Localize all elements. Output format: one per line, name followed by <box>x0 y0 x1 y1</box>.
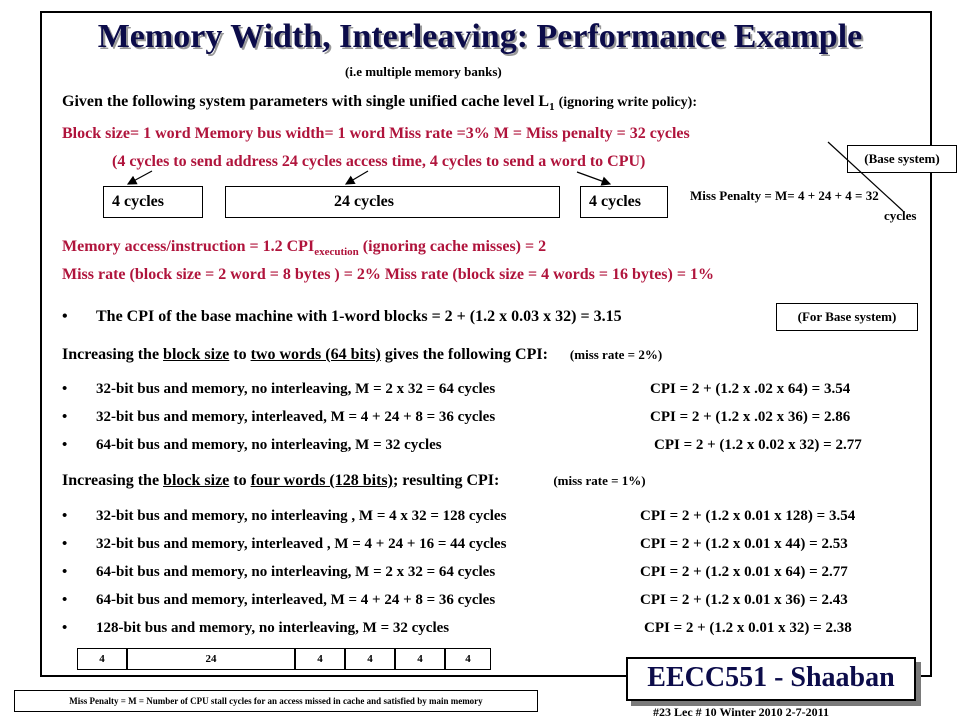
row-left: 32-bit bus and memory, interleaved, M = 4 + 24 + 8 = 36 cycles <box>96 409 496 425</box>
two-words-heading <box>62 346 662 364</box>
row-cpi: CPI = 2 + (1.2 x 0.01 x 64) = 2.77 <box>640 564 848 580</box>
row-left: 64-bit bus and memory, no interleaving, M = 2 x 32 = 64 cycles <box>96 564 496 580</box>
cycle-box-address: 4 cycles <box>103 186 203 218</box>
params-line-1: Block size= 1 word Memory bus width= 1 word Miss rate =3% M = Miss penalty = 32 cycles <box>62 125 690 142</box>
miss-penalty-definition: Miss Penalty = M = Number of CPU stall cycles for an access missed in cache and satisfied by main memory <box>14 690 538 712</box>
row-cpi: CPI = 2 + (1.2 x 0.01 x 36) = 2.43 <box>640 592 848 608</box>
timeline-segment: 4 <box>77 648 127 670</box>
slide-title: Memory Width, Interleaving: Performance Example <box>97 18 863 55</box>
memory-access-text: Memory access/instruction = 1.2 CPI <box>62 238 315 255</box>
two-words-post: gives the following CPI: <box>380 346 548 363</box>
four-words-mid: to <box>229 472 251 489</box>
row-left: 64-bit bus and memory, interleaved, M = 4 + 24 + 8 = 36 cycles <box>96 592 496 608</box>
params-line-2: (4 cycles to send address 24 cycles access time, 4 cycles to send a word to CPU) <box>112 153 646 170</box>
four-words-miss-rate: (miss rate = 1%) <box>553 473 646 488</box>
bullet-mark: • <box>62 564 68 580</box>
list-item <box>62 620 449 637</box>
bullet-mark: • <box>62 508 68 524</box>
arrow-to-access-box <box>346 171 368 184</box>
timeline-segment: 4 <box>445 648 491 670</box>
for-base-system-label: (For Base system) <box>776 303 918 331</box>
row-cpi: CPI = 2 + (1.2 x .02 x 36) = 2.86 <box>650 409 851 425</box>
row-cpi: CPI = 2 + (1.2 x 0.01 x 44) = 2.53 <box>640 536 848 552</box>
base-cpi-row <box>62 308 622 326</box>
slide-footer: #23 Lec # 10 Winter 2010 2-7-2011 <box>653 705 829 719</box>
bullet-mark: • <box>62 308 68 325</box>
four-words-post: ; resulting CPI: <box>392 472 500 489</box>
timeline-segment: 24 <box>127 648 295 670</box>
pointer-line-base-system <box>828 142 903 211</box>
slide-subtitle: (i.e multiple memory banks) <box>345 64 502 79</box>
timeline-segment: 4 <box>295 648 345 670</box>
timeline-segment: 4 <box>395 648 445 670</box>
memory-access-line <box>62 238 546 258</box>
list-item <box>62 437 442 454</box>
bullet-mark: • <box>62 381 68 397</box>
list-item <box>62 592 495 609</box>
cycle-box-transfer: 4 cycles <box>580 186 668 218</box>
base-cpi-text: The CPI of the base machine with 1-word blocks = 2 + (1.2 x 0.03 x 32) = 3.15 <box>96 308 622 325</box>
two-words-size: two words (64 bits) <box>250 346 381 363</box>
miss-rate-line: Miss rate (block size = 2 word = 8 bytes ) = 2% Miss rate (block size = 4 words = 16 bytes) = 1% <box>62 266 714 283</box>
list-item <box>62 564 495 581</box>
two-words-mid: to <box>229 346 251 363</box>
intro-text: Given the following system parameters with single unified cache level L <box>62 93 550 110</box>
miss-penalty-note-cycles: cycles <box>884 208 917 223</box>
bullet-mark: • <box>62 437 68 453</box>
bullet-mark: • <box>62 536 68 552</box>
arrow-to-address-box <box>128 171 152 184</box>
bullet-mark: • <box>62 592 68 608</box>
course-logo: EECC551 - Shaaban <box>626 657 916 701</box>
row-cpi: CPI = 2 + (1.2 x 0.01 x 32) = 2.38 <box>644 620 852 636</box>
row-cpi: CPI = 2 + (1.2 x 0.01 x 128) = 3.54 <box>640 508 856 524</box>
memory-access-suffix: (ignoring cache misses) = 2 <box>358 238 547 255</box>
miss-penalty-note: Miss Penalty = M= 4 + 24 + 4 = 32 <box>690 188 879 203</box>
intro-suffix: (ignoring write policy): <box>558 95 697 110</box>
list-item <box>62 381 495 398</box>
timeline-segment: 4 <box>345 648 395 670</box>
four-words-heading <box>62 472 646 490</box>
cpi-subscript: execution <box>314 246 359 258</box>
list-item <box>62 508 506 525</box>
cycle-box-access: 24 cycles <box>225 186 560 218</box>
arrow-to-transfer-box <box>577 172 610 184</box>
row-left: 32-bit bus and memory, interleaved , M = 4 + 24 + 16 = 44 cycles <box>96 536 507 552</box>
four-words-size: four words (128 bits) <box>250 472 393 489</box>
base-system-label: (Base system) <box>847 145 957 173</box>
two-words-miss-rate: (miss rate = 2%) <box>569 347 663 362</box>
row-left: 32-bit bus and memory, no interleaving, M = 2 x 32 = 64 cycles <box>96 381 496 397</box>
two-words-pre: Increasing the <box>62 346 164 363</box>
bullet-mark: • <box>62 409 68 425</box>
two-words-block-size: block size <box>163 346 230 363</box>
intro-subscript: 1 <box>549 101 555 113</box>
list-item <box>62 409 495 426</box>
four-words-pre: Increasing the <box>62 472 164 489</box>
row-cpi: CPI = 2 + (1.2 x 0.02 x 32) = 2.77 <box>654 437 862 453</box>
row-left: 128-bit bus and memory, no interleaving, M = 32 cycles <box>96 620 450 636</box>
bullet-mark: • <box>62 620 68 636</box>
four-words-block-size: block size <box>163 472 230 489</box>
row-cpi: CPI = 2 + (1.2 x .02 x 64) = 3.54 <box>650 381 851 397</box>
list-item <box>62 536 506 553</box>
row-left: 64-bit bus and memory, no interleaving, M = 32 cycles <box>96 437 442 453</box>
row-left: 32-bit bus and memory, no interleaving , M = 4 x 32 = 128 cycles <box>96 508 507 524</box>
